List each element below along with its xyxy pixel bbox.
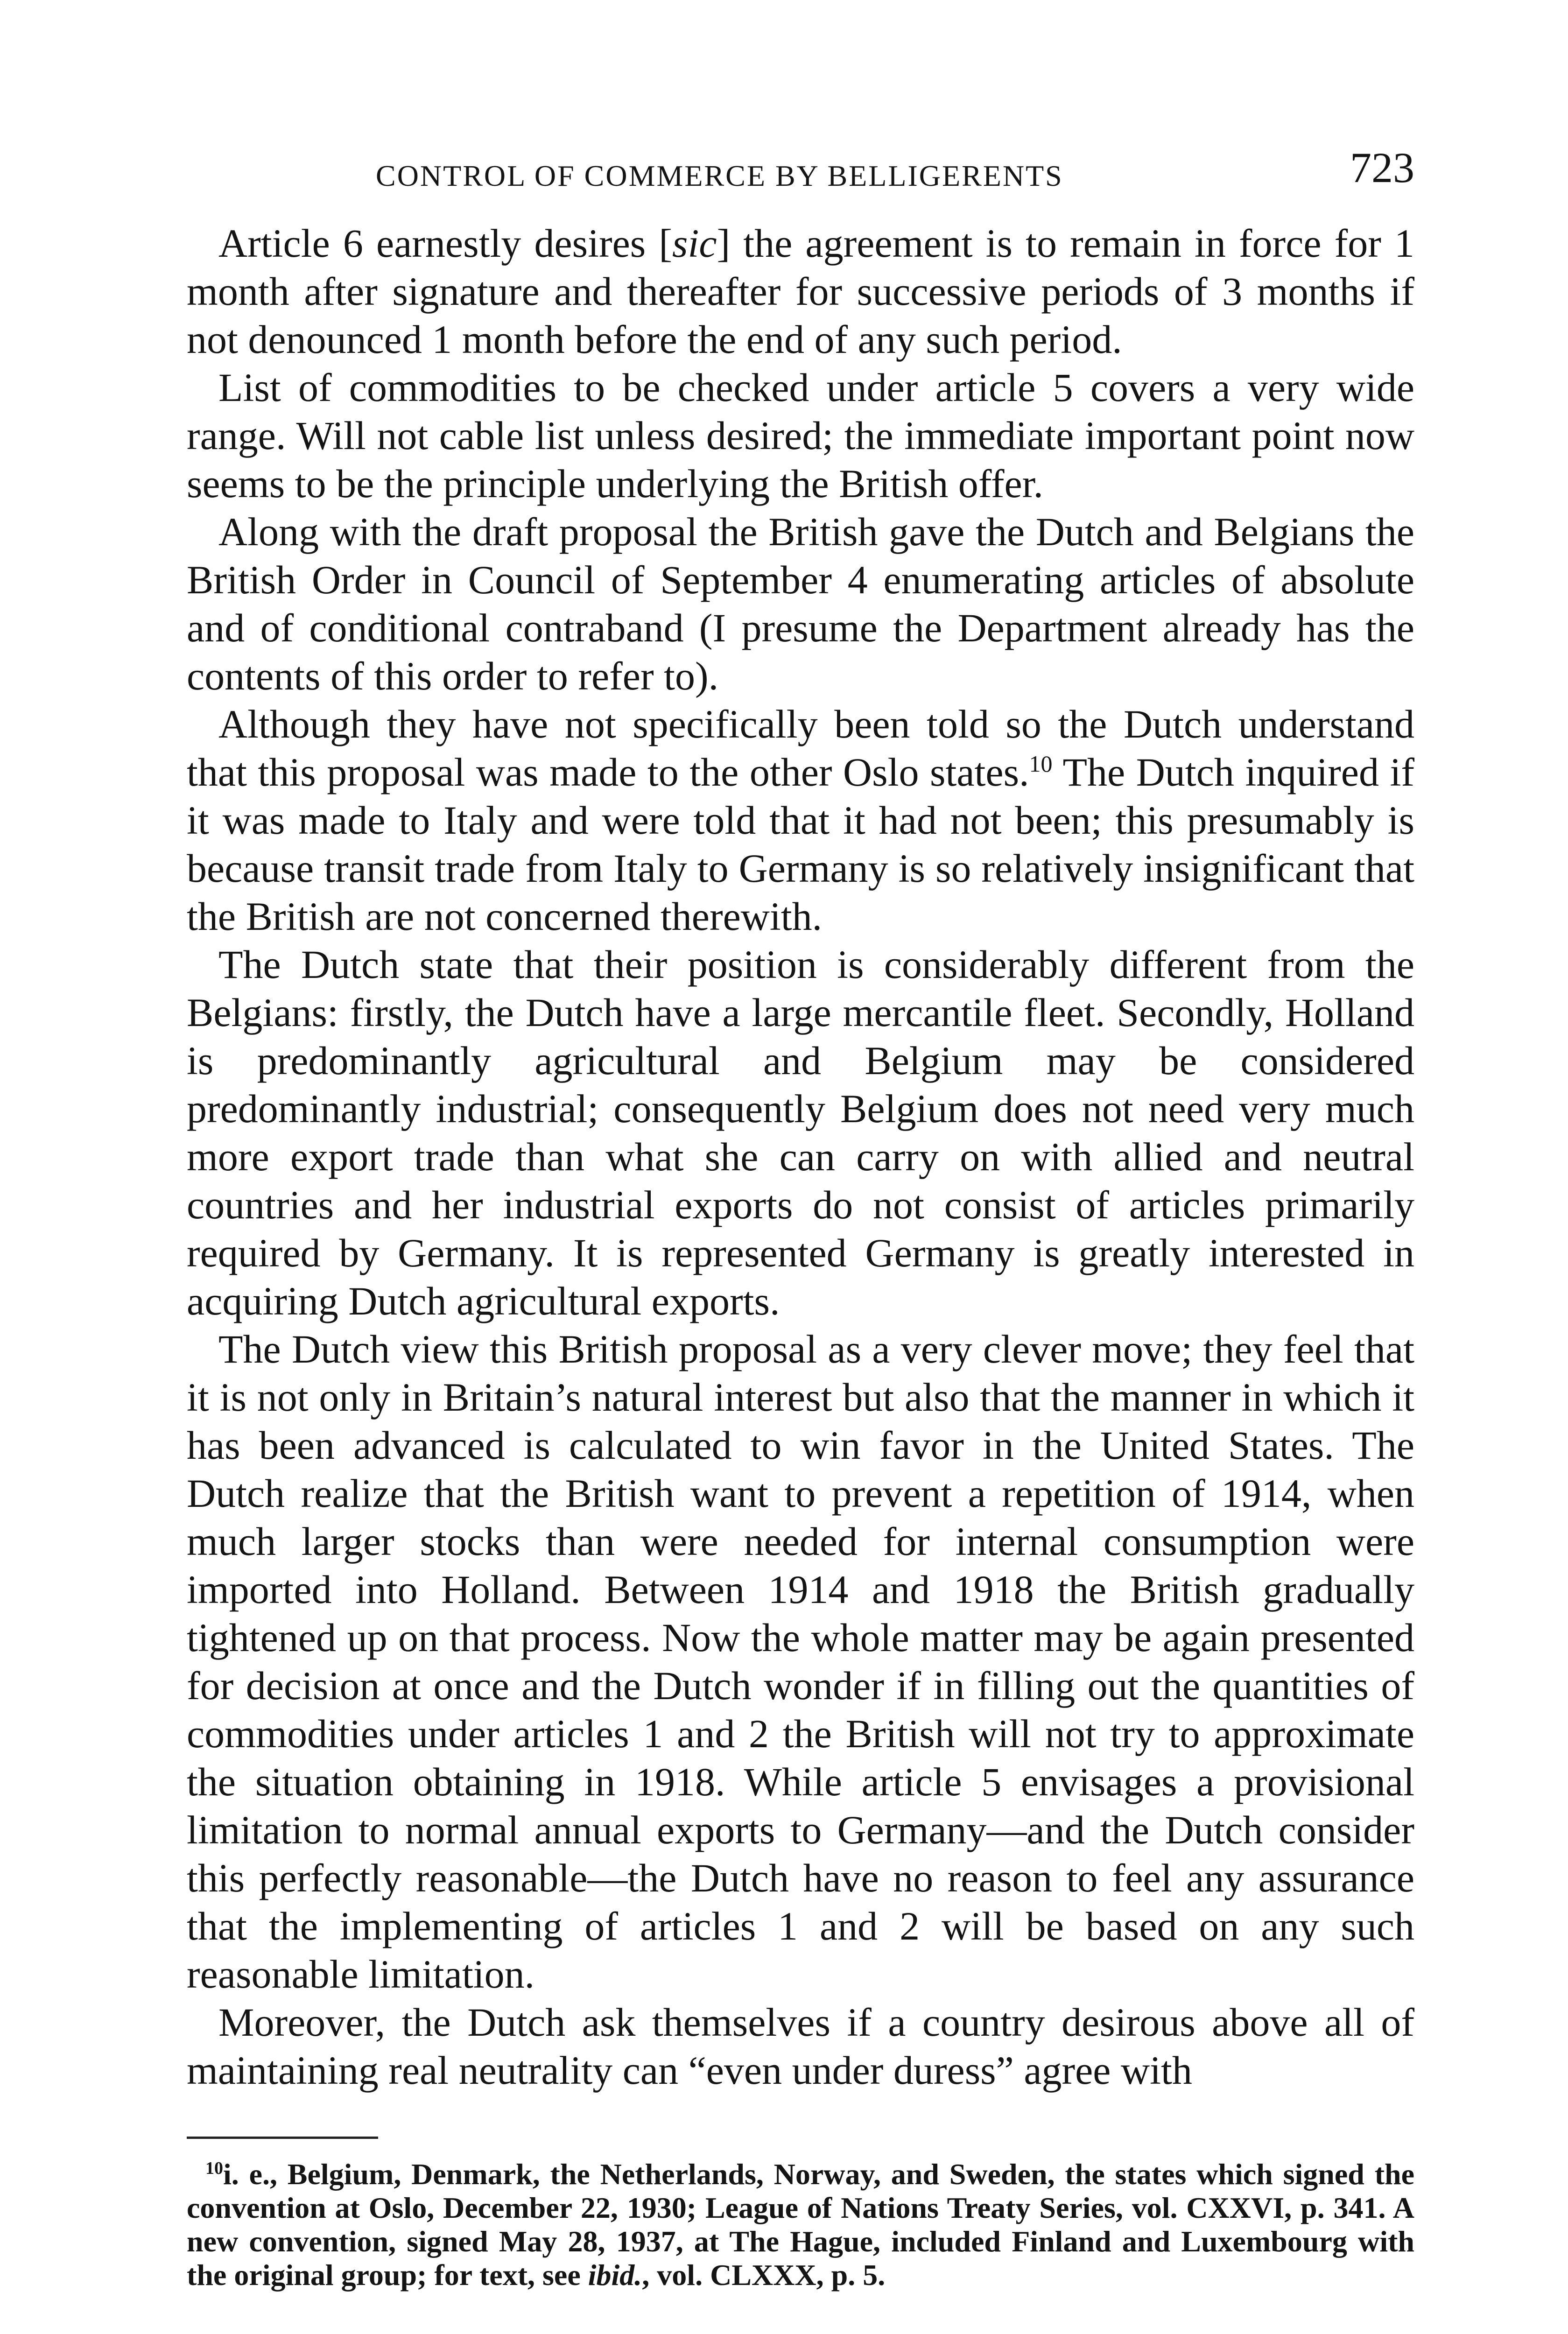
footnote-ibid: ibid. (588, 2258, 642, 2292)
paragraph-text: ] the agreement is to remain in force for 1 month after signature and thereafter for successive periods of 3 months if not denounced 1 month before the end of any such period. (187, 221, 1415, 362)
paragraph-dutch-position: The Dutch state that their position is considerably different from the Belgians: firstly, the Dutch have a large mercantile fleet. Secondly, Holland is predominantly agricultural and Belgium may be considered predominantly industrial; consequently Belgium does not need very much more export trade than what she can carry on with allied and neutral countries and her industrial exports do not consist of articles primarily required by Germany. It is represented Germany is greatly interested in acquiring Dutch agricultural exports. (187, 942, 1414, 1323)
body-text (187, 219, 1414, 2095)
document-page (187, 140, 1414, 2292)
footnote-text: , vol. CLXXX, p. 5. (642, 2258, 886, 2292)
page-number: 723 (1350, 144, 1414, 191)
running-header (187, 140, 1414, 201)
paragraph-oslo-states (187, 700, 1414, 941)
footnote-reference: 10 (1029, 751, 1053, 777)
paragraph-text: Although they have not specifically been told so the Dutch understand that this proposal was made to the other Oslo states. (187, 702, 1414, 794)
footnote-divider (187, 2137, 378, 2139)
paragraph-text: Article 6 earnestly desires [ (218, 221, 672, 266)
paragraph-neutrality: Moreover, the Dutch ask themselves if a country desirous above all of maintaining real neutrality can “even under duress” agree with (187, 2000, 1414, 2093)
paragraph-order-in-council: Along with the draft proposal the British gave the Dutch and Belgians the British Order in Council of September 4 enumerating articles of absolute and of conditional contraband (I presume the Department already has the contents of this order to refer to). (187, 509, 1414, 698)
paragraph-dutch-view: The Dutch view this British proposal as a very clever move; they feel that it is not only in Britain’s natural interest but also that the manner in which it has been advanced is calculated to win favor in the United States. The Dutch realize that the British want to prevent a repetition of 1914, when much larger stocks than were needed for internal consumption were imported into Holland. Between 1914 and 1918 the British gradually tightened up on that process. Now the whole matter may be again presented for decision at once and the Dutch wonder if in filling out the quantities of commodities under articles 1 and 2 the British will not try to approximate the situation obtaining in 1918. While article 5 envisages a provisional limitation to normal annual exports to Germany—and the Dutch consider this perfectly reasonable—the Dutch have no reason to feel any assurance that the implementing of articles 1 and 2 will be based on any such reasonable limitation. (187, 1327, 1414, 1997)
paragraph-article-6 (187, 219, 1414, 364)
footnote-marker: 10 (205, 2158, 223, 2178)
sic-annotation: sic (672, 221, 717, 266)
paragraph-commodities-list: List of commodities to be checked under article 5 covers a very wide range. Will not cable list unless desired; the immediate important point now seems to be the principle underlying the British offer. (187, 365, 1414, 506)
footnote (187, 2158, 1414, 2292)
footnote-text: i. e., Belgium, Denmark, the Netherlands, Norway, and Sweden, the states which signed the convention at Oslo, December 22, 1930; League of Nations Treaty Series, vol. CXXVI, p. 341. A new convention, signed May 28, 1937, at The Hague, included Finland and Luxembourg with the original group; for text, see (187, 2158, 1414, 2292)
paragraph-text: The Dutch inquired if it was made to Italy and were told that it had not been; this presumably is because transit trade from Italy to Germany is so relatively insignificant that the British are not concerned therewith. (187, 750, 1414, 939)
running-title: CONTROL OF COMMERCE BY BELLIGERENTS (376, 159, 1063, 192)
